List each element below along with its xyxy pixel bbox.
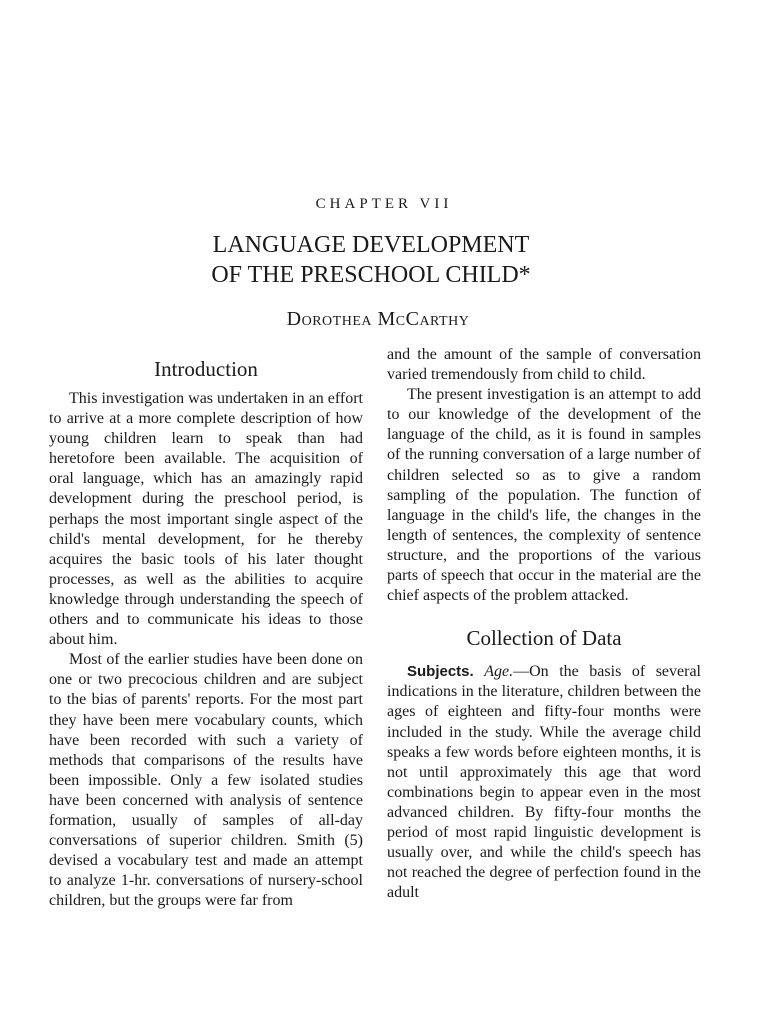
chapter-title [0,230,742,290]
intro-paragraph-3: The present investigation is an attempt to add to our knowledge of the development of the language of the child, as it is found in samples of the running conversation of a large number of children selected so as to give a random sampling of the population. The function of language in the child's life, the changes in the length of sentences, the complexity of sentence structure, and the proportions of the various parts of speech that occur in the material are the chief aspects of the problem attacked. [387,386,701,605]
title-line-1: LANGUAGE DEVELOPMENT [212,232,530,258]
title-line-2: OF THE PRESCHOOL CHILD* [211,262,531,288]
subjects-paragraph [387,662,701,903]
chapter-label: CHAPTER VII [315,196,453,212]
author-name: Dorothea McCarthy [286,308,470,330]
age-label: Age. [484,663,514,681]
right-column [387,345,701,903]
subjects-label: Subjects. [407,663,474,681]
subjects-text: —On the basis of several indications in the literature, children between the ages of eighteen and fifty-four months were included in the study. While the average child speaks a few words before eighteen months, it is not until approximately this age that word combinations begin to appear even in the most advanced children. By fifty-four months the period of most rapid linguistic development is usually over, and while the child's speech has not reached the degree of perfection found in the adult [387,663,702,902]
section-heading-introduction: Introduction [154,357,258,381]
left-column [49,352,363,911]
intro-paragraph-continued: and the amount of the sample of conversation varied tremendously from child to child. [387,346,701,384]
intro-paragraph-1: This investigation was undertaken in an effort to arrive at a more complete description of how young children learn to speak than had heretofore been available. The acquisition of oral language, which has an amazingly rapid development during the preschool period, is perhaps the most important single aspect of the child's mental development, for he thereby acquires the basic tools of his later thought processes, as well as the abilities to acquire knowledge through understanding the speech of others and to communicate his ideas to those about him. [49,390,363,649]
intro-paragraph-2: Most of the earlier studies have been done on one or two precocious children and are subject to the bias of parents' reports. For the most part they have been mere vocabulary counts, which have been recorded with such a variety of methods that comparisons of the results have been impossible. Only a few isolated studies have been concerned with analysis of sentence formation, usually of samples of all-day conversations of superior children. Smith (5) devised a vocabulary test and made an attempt to analyze 1-hr. conversations of nursery-school children, but the groups were far from [49,651,363,910]
section-heading-collection-of-data: Collection of Data [466,626,622,651]
